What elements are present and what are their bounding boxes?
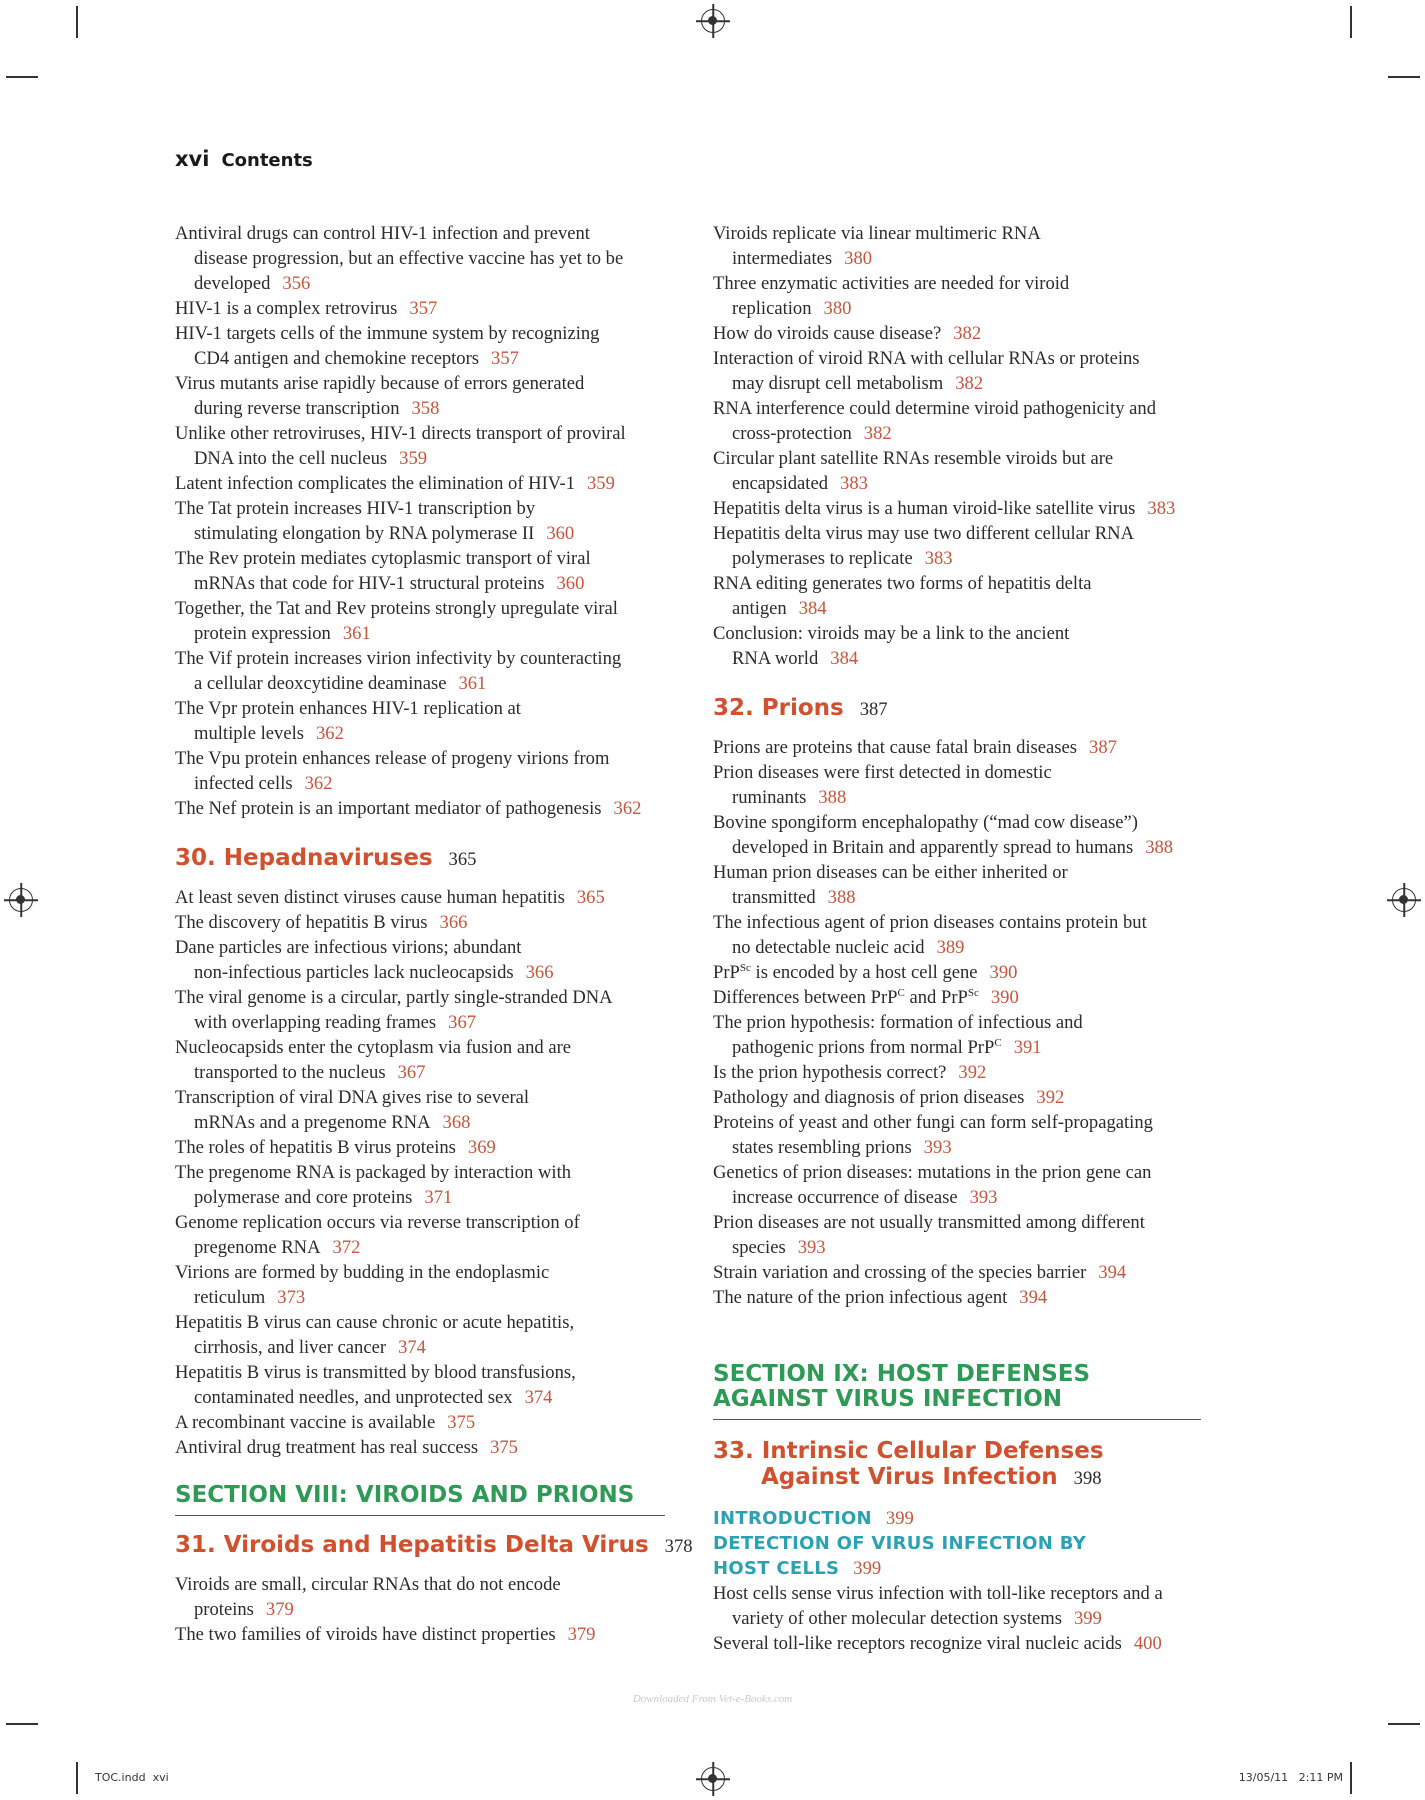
toc-entry xyxy=(175,221,675,296)
toc-entry-page: 393 xyxy=(969,1187,998,1208)
toc-entry-page: 391 xyxy=(1013,1037,1042,1058)
toc-entry-text: encapsidated xyxy=(732,473,829,494)
toc-entry-text: cirrhosis, and liver cancer xyxy=(194,1337,387,1358)
toc-entry-text: How do viroids cause disease? xyxy=(713,323,942,344)
toc-entry-text: Antiviral drugs can control HIV-1 infection and prevent xyxy=(175,223,590,244)
subsection-detection xyxy=(713,1531,1213,1581)
toc-entry-page: 400 xyxy=(1133,1633,1162,1654)
toc-entry-text: proteins xyxy=(194,1599,254,1620)
toc-entry xyxy=(713,446,1213,496)
toc-entry-page: 359 xyxy=(399,448,428,469)
chapter-heading-32 xyxy=(713,695,1213,723)
toc-entry-text: At least seven distinct viruses cause human hepatitis xyxy=(175,887,565,908)
toc-entry xyxy=(713,1085,1213,1110)
toc-entry-text: Unlike other retroviruses, HIV-1 directs transport of proviral xyxy=(175,423,626,444)
toc-entry-text: Nucleocapsids enter the cytoplasm via fusion and are xyxy=(175,1037,572,1058)
crop-mark xyxy=(76,1762,78,1794)
toc-entry xyxy=(175,746,675,796)
toc-entry-page: 371 xyxy=(424,1187,453,1208)
toc-entry xyxy=(713,810,1213,860)
section-heading-ix xyxy=(713,1362,1201,1420)
toc-entry xyxy=(175,1035,675,1085)
chapter-title: 32. Prions xyxy=(713,695,844,721)
toc-entry-page: 392 xyxy=(958,1062,987,1083)
toc-entry-text: pathogenic prions from normal PrP$^C$ xyxy=(732,1036,1002,1058)
toc-entry-page: 379 xyxy=(567,1624,596,1645)
registration-mark-icon xyxy=(9,888,33,912)
toc-entry-text: Hepatitis B virus can cause chronic or acute hepatitis, xyxy=(175,1312,575,1333)
toc-entry-text: The two families of viroids have distinct properties xyxy=(175,1624,556,1645)
toc-entry xyxy=(713,1110,1213,1160)
toc-entry-text: The Vif protein increases virion infectivity by counteracting xyxy=(175,648,622,669)
toc-entry-page: 356 xyxy=(282,273,311,294)
chapter-page: 365 xyxy=(448,849,477,870)
section-heading-viii xyxy=(175,1483,665,1516)
toc-entry xyxy=(175,1160,675,1210)
toc-entry-text: infected cells xyxy=(194,773,293,794)
toc-entry xyxy=(713,1210,1213,1260)
chapter-title-line: 33. Intrinsic Cellular Defenses xyxy=(713,1438,1104,1464)
toc-entry-text: replication xyxy=(732,298,812,319)
toc-entry-page: 375 xyxy=(490,1437,518,1458)
toc-entry xyxy=(713,760,1213,810)
toc-entry xyxy=(713,735,1213,760)
chapter-title: 31. Viroids and Hepatitis Delta Virus xyxy=(175,1532,649,1558)
toc-list xyxy=(175,221,675,821)
toc-entry-text: The Rev protein mediates cytoplasmic transport of viral xyxy=(175,548,591,569)
toc-entry-page: 394 xyxy=(1098,1262,1127,1283)
subsection-page: 399 xyxy=(853,1558,882,1579)
toc-entry-text: pregenome RNA xyxy=(194,1237,321,1258)
toc-entry xyxy=(175,696,675,746)
toc-entry xyxy=(175,935,675,985)
toc-entry-text: A recombinant vaccine is available xyxy=(175,1412,436,1433)
toc-entry-text: Latent infection complicates the elimination of HIV-1 xyxy=(175,473,575,494)
toc-entry xyxy=(713,271,1213,321)
crop-mark xyxy=(6,1723,38,1725)
toc-entry-page: 388 xyxy=(827,887,856,908)
toc-entry-text: Hepatitis delta virus may use two different cellular RNA xyxy=(713,523,1135,544)
toc-entry-page: 359 xyxy=(587,473,615,494)
toc-entry-text: non-infectious particles lack nucleocapsids xyxy=(194,962,514,983)
chapter-page: 378 xyxy=(664,1536,693,1557)
watermark: Downloaded From Vet-e-Books.com xyxy=(632,1693,793,1705)
footer-time: 2:11 PM xyxy=(1298,1771,1343,1784)
toc-entry-text: during reverse transcription xyxy=(194,398,400,419)
toc-entry-text: Prions are proteins that cause fatal brain diseases xyxy=(713,737,1078,758)
toc-entry xyxy=(175,496,675,546)
toc-entry-page: 399 xyxy=(1073,1608,1102,1629)
toc-entry xyxy=(713,985,1213,1010)
toc-entry-page: 366 xyxy=(439,912,468,933)
toc-entry xyxy=(175,910,675,935)
toc-entry-text: Hepatitis delta virus is a human viroid-like satellite virus xyxy=(713,498,1136,519)
toc-entry xyxy=(713,1581,1213,1631)
toc-entry-text: Pathology and diagnosis of prion diseases xyxy=(713,1087,1025,1108)
toc-entry-page: 357 xyxy=(491,348,519,369)
toc-entry-text: The prion hypothesis: formation of infectious and xyxy=(713,1012,1083,1033)
toc-entry-text: The pregenome RNA is packaged by interaction with xyxy=(175,1162,572,1183)
toc-entry-text: Proteins of yeast and other fungi can form self-propagating xyxy=(713,1112,1153,1133)
toc-entry-text: polymerase and core proteins xyxy=(194,1187,413,1208)
toc-entry-text: transported to the nucleus xyxy=(194,1062,386,1083)
right-column xyxy=(713,221,1213,1656)
toc-entry-text: RNA world xyxy=(732,648,819,669)
toc-entry-text: developed xyxy=(194,273,271,294)
toc-entry-text: increase occurrence of disease xyxy=(732,1187,958,1208)
toc-entry-page: 361 xyxy=(342,623,371,644)
toc-entry-text: Prion diseases are not usually transmitted among different xyxy=(713,1212,1145,1233)
toc-entry-text: stimulating elongation by RNA polymerase II xyxy=(194,523,535,544)
toc-entry xyxy=(713,321,1213,346)
toc-entry-text: The infectious agent of prion diseases contains protein but xyxy=(713,912,1147,933)
toc-list xyxy=(175,885,675,1460)
toc-entry xyxy=(175,646,675,696)
toc-entry-page: 382 xyxy=(953,323,982,344)
toc-entry-page: 374 xyxy=(398,1337,426,1358)
toc-entry-text: states resembling prions xyxy=(732,1137,912,1158)
toc-entry-page: 390 xyxy=(990,987,1019,1008)
toc-entry-page: 379 xyxy=(265,1599,294,1620)
toc-entry-text: mRNAs that code for HIV-1 structural proteins xyxy=(194,573,545,594)
footer-date: 13/05/11 xyxy=(1238,1771,1289,1784)
toc-entry xyxy=(713,571,1213,621)
toc-list xyxy=(713,735,1213,1310)
subsection-page: 399 xyxy=(885,1508,914,1529)
toc-entry-text: Strain variation and crossing of the species barrier xyxy=(713,1262,1087,1283)
toc-entry xyxy=(713,1160,1213,1210)
toc-entry-text: with overlapping reading frames xyxy=(194,1012,437,1033)
toc-entry xyxy=(175,596,675,646)
toc-entry xyxy=(175,1572,675,1622)
toc-entry-text: mRNAs and a pregenome RNA xyxy=(194,1112,431,1133)
toc-entry-page: 390 xyxy=(989,962,1018,983)
toc-entry-page: 372 xyxy=(332,1237,361,1258)
toc-list xyxy=(175,1572,675,1647)
toc-entry-text: cross-protection xyxy=(732,423,852,444)
toc-entry xyxy=(175,421,675,471)
toc-entry xyxy=(713,221,1213,271)
toc-entry-page: 374 xyxy=(524,1387,553,1408)
toc-entry xyxy=(175,796,675,821)
toc-entry-text: Transcription of viral DNA gives rise to several xyxy=(175,1087,530,1108)
toc-entry-text: transmitted xyxy=(732,887,816,908)
registration-mark-icon xyxy=(1392,888,1416,912)
subsection-title-line: DETECTION OF VIRUS INFECTION BY xyxy=(713,1533,1087,1554)
toc-entry-page: 357 xyxy=(409,298,438,319)
toc-entry-page: 383 xyxy=(924,548,953,569)
toc-entry xyxy=(713,860,1213,910)
toc-entry-text: ruminants xyxy=(732,787,807,808)
toc-entry xyxy=(713,910,1213,960)
toc-entry-text: developed in Britain and apparently spread to humans xyxy=(732,837,1134,858)
toc-entry xyxy=(175,296,675,321)
toc-entry-text: The viral genome is a circular, partly single-stranded DNA xyxy=(175,987,613,1008)
toc-entry-page: 380 xyxy=(844,248,873,269)
crop-mark xyxy=(1350,1762,1352,1794)
toc-entry-page: 382 xyxy=(863,423,892,444)
toc-entry xyxy=(713,960,1213,985)
toc-entry-page: 367 xyxy=(397,1062,426,1083)
toc-entry xyxy=(175,1622,675,1647)
toc-entry-text: DNA into the cell nucleus xyxy=(194,448,388,469)
toc-entry xyxy=(175,885,675,910)
toc-entry-page: 361 xyxy=(458,673,487,694)
toc-entry xyxy=(175,1085,675,1135)
toc-entry-text: protein expression xyxy=(194,623,331,644)
toc-entry-text: Host cells sense virus infection with toll-like receptors and a xyxy=(713,1583,1163,1604)
footer-page: xvi xyxy=(152,1771,169,1784)
toc-entry-page: 360 xyxy=(546,523,575,544)
subsection-title: INTRODUCTION xyxy=(713,1508,872,1529)
crop-mark xyxy=(76,6,78,38)
chapter-heading-30 xyxy=(175,845,675,873)
toc-entry-text: RNA editing generates two forms of hepatitis delta xyxy=(713,573,1092,594)
toc-entry-text: multiple levels xyxy=(194,723,304,744)
section-title-line: AGAINST VIRUS INFECTION xyxy=(713,1386,1063,1412)
toc-entry-text: CD4 antigen and chemokine receptors xyxy=(194,348,480,369)
toc-entry-text: The Vpu protein enhances release of progeny virions from xyxy=(175,748,610,769)
toc-entry-page: 387 xyxy=(1089,737,1117,758)
toc-entry-page: 373 xyxy=(277,1287,306,1308)
toc-entry xyxy=(175,1435,675,1460)
toc-entry-text: antigen xyxy=(732,598,787,619)
toc-entry-text: polymerases to replicate xyxy=(732,548,913,569)
toc-entry-text: Viroids are small, circular RNAs that do not encode xyxy=(175,1574,561,1595)
toc-entry-text: Virus mutants arise rapidly because of errors generated xyxy=(175,373,585,394)
toc-entry-text: intermediates xyxy=(732,248,833,269)
toc-entry-page: 383 xyxy=(1147,498,1176,519)
toc-entry xyxy=(175,1135,675,1160)
toc-entry xyxy=(713,346,1213,396)
toc-entry-text: disease progression, but an effective vaccine has yet to be xyxy=(194,248,624,269)
toc-list xyxy=(713,221,1213,671)
toc-entry xyxy=(175,1360,675,1410)
subsection-title-line: HOST CELLS xyxy=(713,1558,840,1579)
toc-entry-text: Prion diseases were first detected in domestic xyxy=(713,762,1052,783)
registration-mark-icon xyxy=(701,1767,725,1791)
toc-entry-text: RNA interference could determine viroid pathogenicity and xyxy=(713,398,1156,419)
toc-entry-page: 393 xyxy=(923,1137,952,1158)
toc-entry-page: 384 xyxy=(798,598,827,619)
toc-entry xyxy=(175,985,675,1035)
toc-entry-page: 384 xyxy=(830,648,859,669)
toc-entry xyxy=(175,546,675,596)
toc-entry-text: The Vpr protein enhances HIV-1 replication at xyxy=(175,698,521,719)
toc-entry xyxy=(175,371,675,421)
toc-entry-page: 380 xyxy=(823,298,852,319)
chapter-title-line: Against Virus Infection xyxy=(761,1464,1058,1490)
toc-entry-page: 392 xyxy=(1036,1087,1065,1108)
toc-entry-text: The discovery of hepatitis B virus xyxy=(175,912,428,933)
toc-entry-text: Viroids replicate via linear multimeric RNA xyxy=(713,223,1041,244)
chapter-heading-31 xyxy=(175,1532,693,1560)
running-head xyxy=(175,147,313,171)
toc-entry-text: species xyxy=(732,1237,786,1258)
toc-entry xyxy=(713,1631,1213,1656)
toc-entry-text: Virions are formed by budding in the endoplasmic xyxy=(175,1262,550,1283)
page-number: xvi xyxy=(175,147,210,171)
toc-entry-page: 367 xyxy=(448,1012,477,1033)
footer-timestamp xyxy=(1239,1771,1343,1784)
toc-entry-page: 362 xyxy=(613,798,642,819)
left-column xyxy=(175,221,693,1647)
toc-entry-text: may disrupt cell metabolism xyxy=(732,373,944,394)
toc-entry-text: Circular plant satellite RNAs resemble viroids but are xyxy=(713,448,1114,469)
running-head-title: Contents xyxy=(221,150,313,171)
toc-entry-page: 358 xyxy=(411,398,440,419)
toc-entry xyxy=(713,1285,1213,1310)
toc-entry-text: HIV-1 targets cells of the immune system by recognizing xyxy=(175,323,600,344)
crop-mark xyxy=(1388,76,1420,78)
toc-entry-page: 388 xyxy=(818,787,847,808)
section-title-line: SECTION IX: HOST DEFENSES xyxy=(713,1361,1091,1387)
toc-entry-text: Several toll-like receptors recognize viral nucleic acids xyxy=(713,1633,1122,1654)
toc-entry-page: 360 xyxy=(556,573,585,594)
toc-entry-text: The Nef protein is an important mediator of pathogenesis xyxy=(175,798,602,819)
toc-entry-text: Antiviral drug treatment has real success xyxy=(175,1437,479,1458)
toc-entry-page: 365 xyxy=(576,887,605,908)
toc-entry-text: The Tat protein increases HIV-1 transcription by xyxy=(175,498,536,519)
footer-filename: TOC.indd xyxy=(95,1771,146,1784)
toc-entry xyxy=(175,1410,675,1435)
toc-entry-text: Is the prion hypothesis correct? xyxy=(713,1062,947,1083)
subsection-introduction xyxy=(713,1506,1213,1531)
toc-entry-page: 388 xyxy=(1145,837,1174,858)
toc-entry-page: 383 xyxy=(840,473,868,494)
toc-entry-text: Bovine spongiform encephalopathy (“mad cow disease”) xyxy=(713,812,1138,833)
toc-entry xyxy=(175,1310,675,1360)
crop-mark xyxy=(1350,6,1352,38)
toc-entry-text: Interaction of viroid RNA with cellular RNAs or proteins xyxy=(713,348,1140,369)
toc-entry-text: Three enzymatic activities are needed for viroid xyxy=(713,273,1070,294)
toc-entry xyxy=(713,496,1213,521)
toc-entry-text: Conclusion: viroids may be a link to the ancient xyxy=(713,623,1070,644)
toc-entry xyxy=(713,621,1213,671)
registration-mark-icon xyxy=(701,9,725,33)
toc-entry-text: Genetics of prion diseases: mutations in the prion gene can xyxy=(713,1162,1152,1183)
toc-entry-text: Together, the Tat and Rev proteins strongly upregulate viral xyxy=(175,598,618,619)
toc-entry-text: Hepatitis B virus is transmitted by blood transfusions, xyxy=(175,1362,576,1383)
footer-file xyxy=(95,1771,169,1784)
toc-entry xyxy=(713,1010,1213,1060)
toc-entry-text: Human prion diseases can be either inherited or xyxy=(713,862,1068,883)
toc-entry-text: The roles of hepatitis B virus proteins xyxy=(175,1137,456,1158)
toc-entry xyxy=(175,1260,675,1310)
toc-entry xyxy=(713,1060,1213,1085)
toc-entry-text: HIV-1 is a complex retrovirus xyxy=(175,298,398,319)
chapter-page: 387 xyxy=(859,699,888,720)
toc-entry xyxy=(175,1210,675,1260)
toc-entry-page: 362 xyxy=(316,723,344,744)
toc-entry-text: reticulum xyxy=(194,1287,266,1308)
toc-entry-page: 369 xyxy=(467,1137,496,1158)
toc-list xyxy=(713,1581,1213,1656)
toc-entry-text: The nature of the prion infectious agent xyxy=(713,1287,1008,1308)
section-title: SECTION VIII: VIROIDS AND PRIONS xyxy=(175,1482,635,1508)
toc-entry-text: Genome replication occurs via reverse transcription of xyxy=(175,1212,580,1233)
toc-entry-text: no detectable nucleic acid xyxy=(732,937,925,958)
chapter-heading-33 xyxy=(713,1438,1213,1492)
toc-entry-text: variety of other molecular detection systems xyxy=(732,1608,1062,1629)
toc-entry xyxy=(175,321,675,371)
toc-entry xyxy=(713,1260,1213,1285)
chapter-page: 398 xyxy=(1073,1468,1102,1489)
toc-entry-text: Differences between PrP$^C$ and PrP$^{Sc}$ xyxy=(713,986,979,1008)
chapter-title: 30. Hepadnaviruses xyxy=(175,845,433,871)
toc-entry-page: 362 xyxy=(304,773,333,794)
toc-entry-text: PrP$^{Sc}$ is encoded by a host cell gene xyxy=(713,961,978,983)
toc-entry-page: 394 xyxy=(1019,1287,1048,1308)
toc-entry-text: Dane particles are infectious virions; abundant xyxy=(175,937,522,958)
crop-mark xyxy=(1388,1723,1420,1725)
toc-entry-page: 393 xyxy=(797,1237,826,1258)
toc-entry-text: a cellular deoxcytidine deaminase xyxy=(194,673,447,694)
toc-entry-page: 368 xyxy=(442,1112,471,1133)
toc-entry-page: 375 xyxy=(447,1412,476,1433)
toc-entry xyxy=(713,521,1213,571)
toc-entry-page: 389 xyxy=(936,937,965,958)
toc-entry-text: contaminated needles, and unprotected sex xyxy=(194,1387,513,1408)
toc-entry xyxy=(713,396,1213,446)
toc-entry-page: 382 xyxy=(955,373,984,394)
toc-entry xyxy=(175,471,675,496)
toc-entry-page: 366 xyxy=(525,962,554,983)
crop-mark xyxy=(6,76,38,78)
